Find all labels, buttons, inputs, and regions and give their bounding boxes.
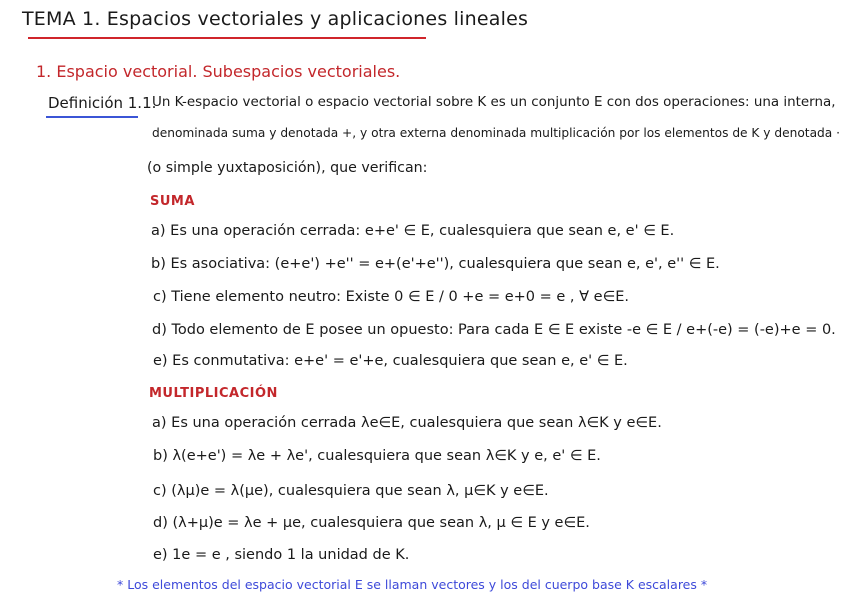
multiplicacion-property: e) 1e = e , siendo 1 la unidad de K. (153, 547, 410, 563)
suma-property: d) Todo elemento de E posee un opuesto: Para cada E ∈ E existe -e ∈ E / e+(-e) = (-e)+e = 0. (152, 322, 836, 338)
suma-property: c) Tiene elemento neutro: Existe 0 ∈ E / 0 +e = e+0 = e , ∀ e∈E. (153, 289, 630, 305)
multiplicacion-property: c) (λμ)e = λ(μe), cualesquiera que sean λ, μ∈K y e∈E. (153, 483, 549, 499)
page-title: TEMA 1. Espacios vectoriales y aplicaciones lineales (22, 8, 529, 30)
title-underline (28, 37, 426, 39)
definition-label: Definición 1.1. (48, 94, 157, 112)
definition-line: denominada suma y denotada +, y otra externa denominada multiplicación por los elementos de K y denotada · (152, 126, 840, 140)
multiplicacion-property: b) λ(e+e') = λe + λe', cualesquiera que sean λ∈K y e, e' ∈ E. (153, 448, 601, 464)
suma-property: e) Es conmutativa: e+e' = e'+e, cualesquiera que sean e, e' ∈ E. (153, 353, 628, 369)
suma-property: a) Es una operación cerrada: e+e' ∈ E, cualesquiera que sean e, e' ∈ E. (151, 223, 675, 239)
suma-property: b) Es asociativa: (e+e') +e'' = e+(e'+e''), cualesquiera que sean e, e', e'' ∈ E. (151, 256, 720, 272)
definition-line: (o simple yuxtaposición), que verifican: (147, 160, 428, 176)
multiplicacion-property: d) (λ+μ)e = λe + μe, cualesquiera que sean λ, μ ∈ E y e∈E. (153, 515, 590, 531)
footnote: * Los elementos del espacio vectorial E se llaman vectores y los del cuerpo base K escalares * (117, 577, 708, 592)
definition-underline (46, 116, 138, 118)
section-heading: 1. Espacio vectorial. Subespacios vectoriales. (36, 62, 401, 81)
definition-line: Un K-espacio vectorial o espacio vectorial sobre K es un conjunto E con dos operaciones: una interna, (152, 95, 836, 110)
suma-heading: SUMA (150, 194, 195, 209)
multiplicacion-property: a) Es una operación cerrada λe∈E, cualesquiera que sean λ∈K y e∈E. (152, 415, 662, 431)
multiplicacion-heading: MULTIPLICACIÓN (149, 386, 278, 401)
